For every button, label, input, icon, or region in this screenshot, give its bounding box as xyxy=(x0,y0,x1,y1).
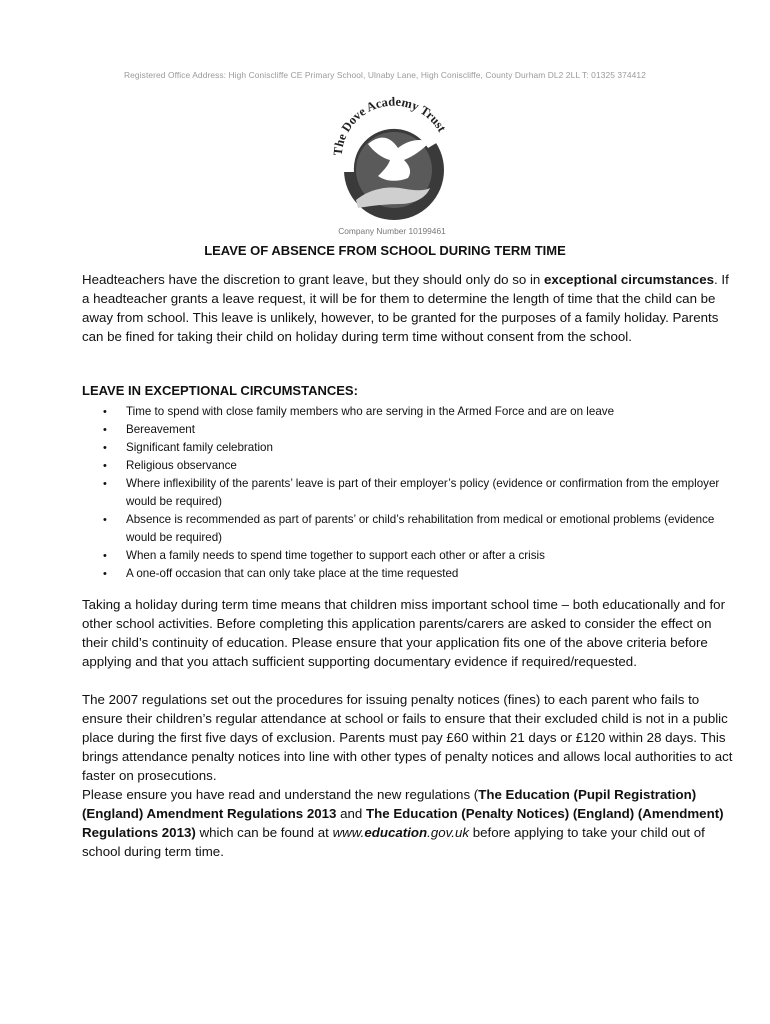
list-item: • Significant family celebration xyxy=(82,439,732,457)
list-item: • Bereavement xyxy=(82,421,732,439)
list-item: • Absence is recommended as part of parents’ or child’s rehabilitation from medical or emotional problems (evidence would be required) xyxy=(103,513,715,544)
bullet-icon: • xyxy=(103,550,107,562)
bullet-icon: • xyxy=(103,568,107,580)
bullet-icon: • xyxy=(103,514,107,526)
bullet-icon: • xyxy=(103,424,107,436)
exceptional-circumstances-list xyxy=(82,403,732,583)
section-heading: LEAVE IN EXCEPTIONAL CIRCUMSTANCES: xyxy=(82,383,358,398)
company-number: Company Number 10199461 xyxy=(338,226,446,236)
term-time-paragraph: Taking a holiday during term time means that children miss important school time – both educationally and for other school activities. Before completing this application parents/carers are asked to consider the effect on their child’s continuity of education. Please ensure that your application fits one of the above criteria before applying and that you attach sufficient supporting documentary evidence if required/requested. xyxy=(82,597,726,669)
dove-academy-trust-logo xyxy=(328,92,456,224)
registered-office-address: Registered Office Address: High Coniscliffe CE Primary School, Ulnaby Lane, High Coniscliffe, County Durham DL2 2LL T: 01325 374412 xyxy=(124,70,646,80)
bullet-icon: • xyxy=(103,478,107,490)
document-title: LEAVE OF ABSENCE FROM SCHOOL DURING TERM TIME xyxy=(204,243,566,258)
list-item: • Time to spend with close family members who are serving in the Armed Force and are on leave xyxy=(82,403,732,421)
penalty-notices-paragraph: The 2007 regulations set out the procedures for issuing penalty notices (fines) to each parent who fails to ensure their children’s regular attendance at school or fails to ensure that their excluded child is not in a public place during the first five days of exclusion. Parents must pay £60 within 21 days or £120 within 28 days. This brings attendance penalty notices into line with other types of penalty notices and allows local authorities to act faster on prosecutions. xyxy=(82,692,733,783)
intro-paragraph: Headteachers have the discretion to grant leave, but they should only do so in exceptional circumstances. If a headteacher grants a leave request, it will be for them to determine the length of time that the child can be away from school. This leave is unlikely, however, to be granted for the purposes of a family holiday. Parents can be fined for taking their child on holiday during term time without consent from the school. xyxy=(82,272,729,344)
list-item: • A one-off occasion that can only take place at the time requested xyxy=(82,565,732,583)
bullet-icon: • xyxy=(103,442,107,454)
regulations-paragraph: Please ensure you have read and understand the new regulations (The Education (Pupil Registration) (England) Amendment Regulations 2013 and The Education (Penalty Notices) (England) (Amendment) Regulations 2013) which can be found at www.education.gov.uk before applying to take your child out of school during term time. xyxy=(82,787,724,859)
education-gov-link[interactable]: www.education.gov.uk xyxy=(332,825,470,840)
bullet-icon: • xyxy=(103,406,107,418)
list-item: • When a family needs to spend time together to support each other or after a crisis xyxy=(82,547,732,565)
list-item: • Religious observance xyxy=(82,457,732,475)
bullet-icon: • xyxy=(103,460,107,472)
list-item: • Where inflexibility of the parents’ leave is part of their employer’s policy (evidence or confirmation from the employer would be required) xyxy=(103,477,720,508)
logo-text: The Dove Academy Trust xyxy=(330,94,449,157)
